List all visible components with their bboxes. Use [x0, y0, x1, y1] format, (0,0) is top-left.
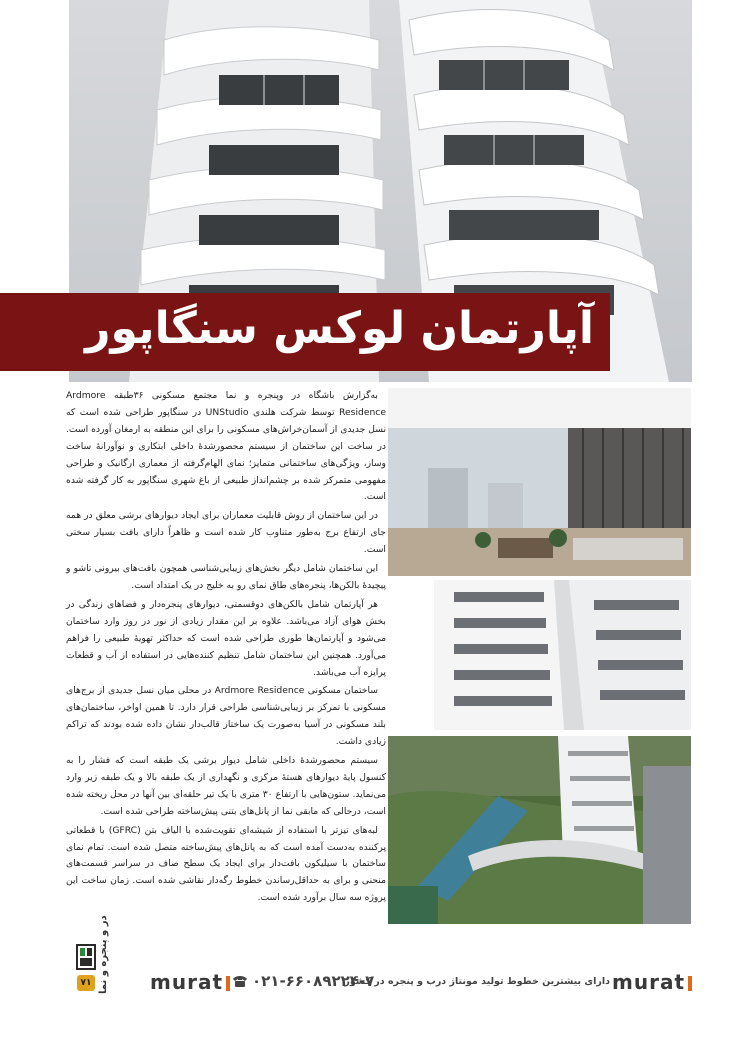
article-body	[66, 388, 386, 923]
footer-slogan: دارای بیشترین خطوط تولید مونتاژ درب و پنجره در کشور	[344, 976, 610, 987]
logo-text: murat	[612, 970, 685, 994]
article-paragraph: این ساختمان شامل دیگر بخش‌های زیبایی‌شناسی همچون بافت‌های بیرونی تاشو و پیچیدهٔ بالکن‌ها، پنجره‌های طاق نمای رو به خلیج در یک امتداد است.	[66, 563, 386, 591]
facade-photo	[434, 580, 691, 730]
murat-logo-right	[612, 970, 692, 994]
article-paragraph: لبه‌های تیزتر با استفاده از شیشه‌ای تقویت‌شده با الیاف بتن (GFRC) با قطعاتی پرکننده به‌دست آمده است که به پانل‌های پیش‌ساخته متصل شده است. تمام نمای ساختمان با سیلیکون بافت‌دار برای ایجاد یک سطح صاف در سراسر قسمت‌های منحنی و برای به حداقل‌رساندن خطوط رگه‌دار نقاشی شده است. زمان ساخت این پروژه سه سال برآورد شده است.	[66, 824, 386, 904]
magazine-window-icon	[76, 944, 96, 970]
terrace-photo	[388, 388, 691, 576]
phone-icon	[232, 975, 248, 987]
murat-logo-left	[150, 970, 230, 994]
magazine-name: در و پنجره و نما	[98, 915, 109, 994]
logo-accent-mark	[226, 976, 230, 991]
logo-accent-mark	[688, 976, 692, 991]
footer-phone: ۰۲۱-۶۶۰۸۹۲۲۴-۷	[252, 972, 375, 990]
article-paragraph: در این ساختمان از روش قابلیت معماران برای ایجاد دیوارهای برشی معلق در همه جای ارتفاع برج به‌طور متناوب کار شده است و ظاهراً دارای بافت بسیار سختی است.	[66, 510, 386, 556]
article-paragraph: هر آپارتمان شامل بالکن‌های دوقسمتی، دیوارهای پنجره‌دار و فضاهای زندگی در بخش هوای آزاد می‌باشد. علاوه بر این مقدار زیادی از نور در روز وارد ساختمان می‌شود و آپارتمان‌ها طوری طراحی شده است که حداکثر تهویهٔ طبیعی را فراهم می‌آورد. همچنین این ساختمان شامل تنظیم کننده‌هایی در استفاده از آب و قطعات پرایزه آب می‌باشد.	[66, 598, 386, 678]
article-paragraph: سیستم محصورشدهٔ داخلی شامل دیوار برشی یک طبقه است که فشار را به کنسول پایهٔ دیوارهای هستهٔ مرکزی و نگهداری از یک طبقه بالا و یک طبقه زیر وارد می‌نماید. ستون‌هایی با ارتفاع ۳۰ متری با یک تیر حلقه‌ای بین آنها در محل ریخته شده است، درحالی که مابقی نما از پانل‌های بتنی پیش‌ساخته طراحی شده است.	[66, 755, 386, 817]
logo-text: murat	[150, 970, 223, 994]
page-number: ۷۱	[77, 975, 95, 991]
aerial-photo	[388, 736, 691, 924]
article-paragraph: به‌گزارش باشگاه در وپنجره و نما مجتمع مسکونی ۳۶طبقه Ardmore Residence توسط شرکت هلندی UNStudio در سنگاپور طراحی شده است که نسل جدیدی از آسمان‌خراش‌های مسکونی را برای این منطقه به ارمغان آورده است. در ساخت این ساختمان از سیستم محصورشدهٔ داخلی ابتکاری و نوآورانهٔ ساخت وساز، ویژگی‌های ساختمانی متمایز؛ نمای الهام‌گرفته از معماری ارگانیک و طراحی مفهومی متمرکز شده بر چشم‌انداز طبیعی از باغ شهری سنگاپور به کار گرفته شده است.	[66, 390, 387, 503]
article-title: آپارتمان لوکس سنگاپور	[85, 303, 594, 354]
article-paragraph: ساختمان مسکونی Ardmore Residence در محلی میان نسل جدیدی از برج‌های مسکونی با تمرکز بر زیبایی‌شناسی طراحی قرار دارد. تا همین اواخر، ساختمان‌های بلند مسکونی در آسیا به‌صورت یک ساختار قالب‌دار نشان داده شده بودند که تراکم زیادی داشت.	[66, 685, 386, 748]
title-band	[0, 293, 610, 371]
